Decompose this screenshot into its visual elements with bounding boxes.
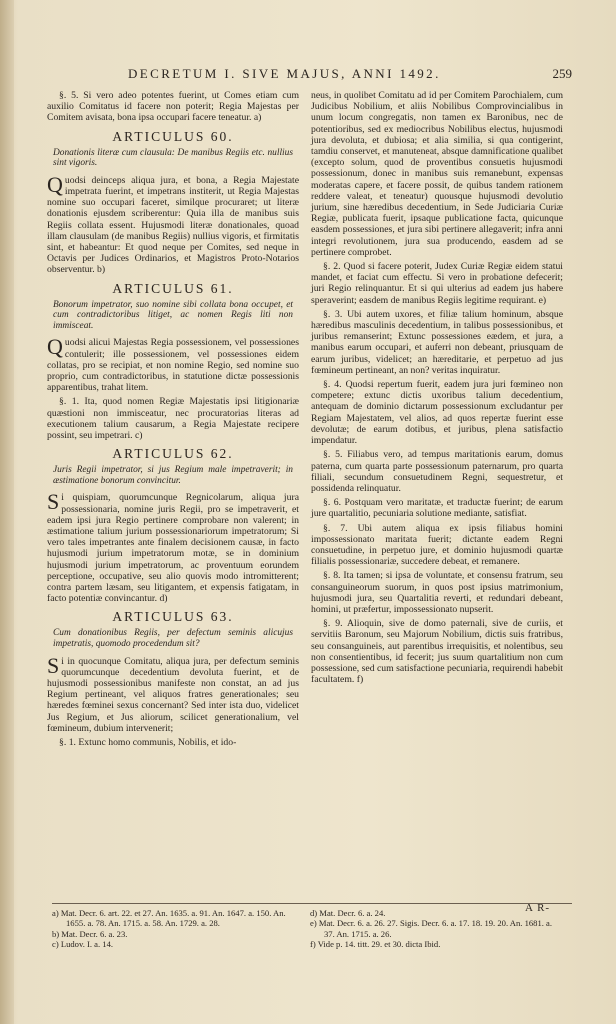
paragraph: §. 4. Quodsi repertum fuerit, eadem jura juri fœmineo non competere; extunc dictis uxoribus talium decedentium, antequam de dominio dictarum possessionum excludantur per Regiam Majestatem, vel alios, ad quos repertæ fuerint esse devolutæ; de earum dotibus, et juribus, plena satisfactio impendatur. bbox=[311, 379, 563, 447]
drop-cap: Q bbox=[47, 334, 63, 360]
footnote: f) Vide p. 14. titt. 29. et 30. dicta Ibid. bbox=[310, 938, 441, 949]
article-body: i in quocunque Comitatu, aliqua jura, per defectum seminis quorumcunque decedentium devoluta fuerint, et de hujusmodi possessionibus manifeste non constat, an ad jus Regium pertineant, vel aliquos fratres generationales; seu hæredes fœminei sexus concernant? Sed inter ista duo, videlicet Jus Regium, et Jus aliorum, scilicet generationalium, vel fœmineum, dubium intervenerit; bbox=[47, 655, 299, 734]
footnote: c) Ludov. I. a. 14. bbox=[52, 938, 114, 949]
footnotes-left bbox=[52, 908, 302, 949]
article-heading: ARTICULUS 62. bbox=[112, 446, 234, 462]
drop-cap: S bbox=[47, 489, 60, 515]
footnote: b) Mat. Decr. 6. a. 23. bbox=[52, 928, 128, 939]
paragraph: §. 6. Postquam vero maritatæ, et traductæ fuerint; de earum jure quartalitio, pecuniaria solutione mediante, satisfiat. bbox=[311, 497, 563, 520]
footnote: e) Mat. Decr. 6. a. 26. 27. Sigis. Decr. 6. a. 17. 18. 19. 20. An. 1681. a. 37. An. 1715. a. 26. bbox=[310, 918, 553, 939]
catchword: A R- bbox=[525, 902, 551, 914]
paragraph: §. 1. Extunc homo communis, Nobilis, et ido- bbox=[59, 737, 237, 749]
drop-cap: S bbox=[47, 652, 60, 678]
article-summary: Juris Regii impetrator, si jus Regium male impetraverit; in æstimatione bonorum convincitur. bbox=[53, 465, 293, 486]
right-column bbox=[311, 90, 563, 688]
page-number: 259 bbox=[552, 66, 572, 81]
article-summary: Bonorum impetrator, suo nomine sibi collata bona occupet, et cum contradictoribus litiget, ac nomen Regis liti non immisceat. bbox=[53, 299, 293, 331]
article-text bbox=[47, 171, 299, 276]
footnote-rule bbox=[52, 903, 572, 904]
article-body: uodsi deinceps aliqua jura, et bona, a Regia Majestate impetrata fuerint, et impetrans institerit, ut Regia Majestas nomine suo occupari faceret, similque procuraret; ut literæ donationis ejusdem scriberentur: Quia illa de manibus suis Regiis collata essent. Hujusmodi literæ donationales, quoad illam clausulam (de manibus Regiis) nullius vigoris, et firmitatis sint, et habeantur: Et quod neque per Comites, sed neque in Octavis per Judices Ordinarios, et Magistros Proto-Notarios observentur. b) bbox=[47, 174, 299, 276]
paragraph: §. 7. Ubi autem aliqua ex ipsis filiabus homini impossessionato maritata fuerit; dictante eadem Regni consuetudine, in perpetuo jure, et dominio hujusmodi quartæ filialis possessionariæ, succedere debeat, et remanere. bbox=[311, 522, 563, 568]
article-summary: Donationis literæ cum clausula: De manibus Regiis etc. nullius sint vigoris. bbox=[53, 147, 293, 169]
paragraph: §. 2. Quod si facere poterit, Judex Curiæ Regiæ eidem statui mandet, et faciat cum effectu. Si vero in probatione defecerit; juri Regio relinquantur. Et si qui ulterius ad eadem jus habere speraverint; easdem de manibus Regiis legitime requirant. e) bbox=[311, 261, 563, 306]
paragraph: §. 5. Filiabus vero, ad tempus maritationis earum, domus paterna, cum quarta parte possessionum paternarum, pro quarta filiali, secundum consuetudinem Regni, sequestretur, et possidenda relinquatur. bbox=[311, 449, 563, 494]
article-body: uodsi alicui Majestas Regia possessionem, vel possessiones contulerit; ille possessionem, vel possessiones eidem collatas, pro se recipiat, et non nomine Regio, sed nomine suo proprio, cum contradictoribus, in statutione dictæ possessionis apparentibus, trahat litem. bbox=[47, 337, 299, 394]
left-column bbox=[47, 90, 299, 751]
article-heading: ARTICULUS 60. bbox=[112, 128, 234, 144]
paragraph: §. 1. Ita, quod nomen Regiæ Majestatis ipsi litigionariæ quæstioni non immisceatur, nec procuratorias literas ad executionem talium causarum, a Regia Majestate recipere possint, seu impetrari. c) bbox=[47, 396, 299, 442]
article-text bbox=[47, 489, 299, 605]
article-body: i quispiam, quorumcunque Regnicolarum, aliqua jura possessionaria, nomine juris Regii, pro se impetraverit, et eadem ipsi jura Regio pertinere comprobare non valerent; in æstimatione talium jurium possessionariorum impetratorum; Si vero tales impetrantes ante finalem decisionem causæ, in facto hujusmodi jurium impetratorum motæ, se in dominium hujusmodi jurium impetratorum, ac proventuum eorundem perceptione, occupative, seu alio quovis modo intromitterent; contra partem læsam, seu litigantem, et expensis fatigatam, in facto potentiæ convincantur. d) bbox=[47, 492, 299, 605]
article-text bbox=[47, 334, 299, 394]
page-gutter bbox=[0, 0, 14, 1024]
paragraph: §. 5. Si vero adeo potentes fuerint, ut Comes etiam cum auxilio Comitatus id facere non poterit; Regia Majestas per Comitem avisata, bona ipsa occupari facere teneatur. a) bbox=[47, 90, 299, 124]
footnote: d) Mat. Decr. 6. a. 24. bbox=[310, 908, 386, 918]
article-heading: ARTICULUS 63. bbox=[112, 609, 234, 625]
drop-cap: Q bbox=[47, 171, 63, 197]
paragraph: neus, in quolibet Comitatu ad id per Comitem Parochialem, cum Judicibus Nobilium, et aliis Nobilibus Comprovincialibus in unum locum congregatis, non tamen ex Baronibus, nec de potentioribus, sed ex mediocribus Nobilibus electus, hujusmodi jura devoluta, et dubiosa; et alia similia, si qua contigerint, tamdiu conservet, et manuteneat, absque damnificatione qualibet (excepto solum, quod de proventibus consuetis hujusmodi possessionum, donec in manibus suis remanebunt, expensas moderatas capere, et facere possit, de quibus tandem rationem reddere valeat, et teneatur) quousque hujusmodi devolutio jurium, sine hæredibus decedentium, in Sede Judiciaria Curiæ Regiæ, publicata fuerit, ipsaque publicatione facta, quicunque easdem possessiones, et jura sibi pertinere allegaverit; infra anni integri revolutionem, jura sua producendo, easdem ad se pertinere comprobet. bbox=[311, 90, 563, 258]
article-heading: ARTICULUS 61. bbox=[112, 280, 234, 296]
article-summary: Cum donationibus Regiis, per defectum seminis alicujus impetratis, quomodo procedendum sit? bbox=[53, 628, 293, 650]
running-title: DECRETUM I. SIVE MAJUS, ANNI 1492. bbox=[128, 66, 441, 81]
paragraph: §. 9. Alioquin, sive de domo paternali, sive de curiis, et servitiis Baronum, seu Majorum Nobilium, dictis suis fratribus, seu consanguineis, aut parentibus irrequisitis, et nolentibus, seu non consentientibus, id fecerit; jus suum quartalitium non cum possessione, sed cum satisfactione pecuniaria, requirendi habebit facultatem. f) bbox=[311, 618, 563, 686]
article-text bbox=[47, 652, 299, 734]
paragraph: §. 3. Ubi autem uxores, et filiæ talium hominum, absque hæredibus masculinis decedentium, in talibus possessionibus, et juribus remanserint; Extunc possessiones eædem, et jura, a manibus earum occupari, et auferri non debeant, priusquam de earum juribus, videlicet; an hæreditarie, et perpetuo ad jus fœmineum pertineant, an non? veritas inquiratur. bbox=[311, 308, 563, 376]
paragraph: §. 8. Ita tamen; si ipsa de voluntate, et consensu fratrum, seu consanguineorum suorum, in quos post ipsius matrimonium, hujusmodi jura, seu Quartalitia reverti, et redundari debeant, homini, ut præfertur, impossessionato nupserit. bbox=[311, 570, 563, 615]
footnotes-right bbox=[310, 908, 560, 949]
running-header bbox=[52, 66, 572, 82]
footnote: a) Mat. Decr. 6. art. 22. et 27. An. 1635. a. 91. An. 1647. a. 150. An. 1655. a. 78. An. 1715. a. 58. An. 1729. a. 28. bbox=[52, 908, 286, 929]
